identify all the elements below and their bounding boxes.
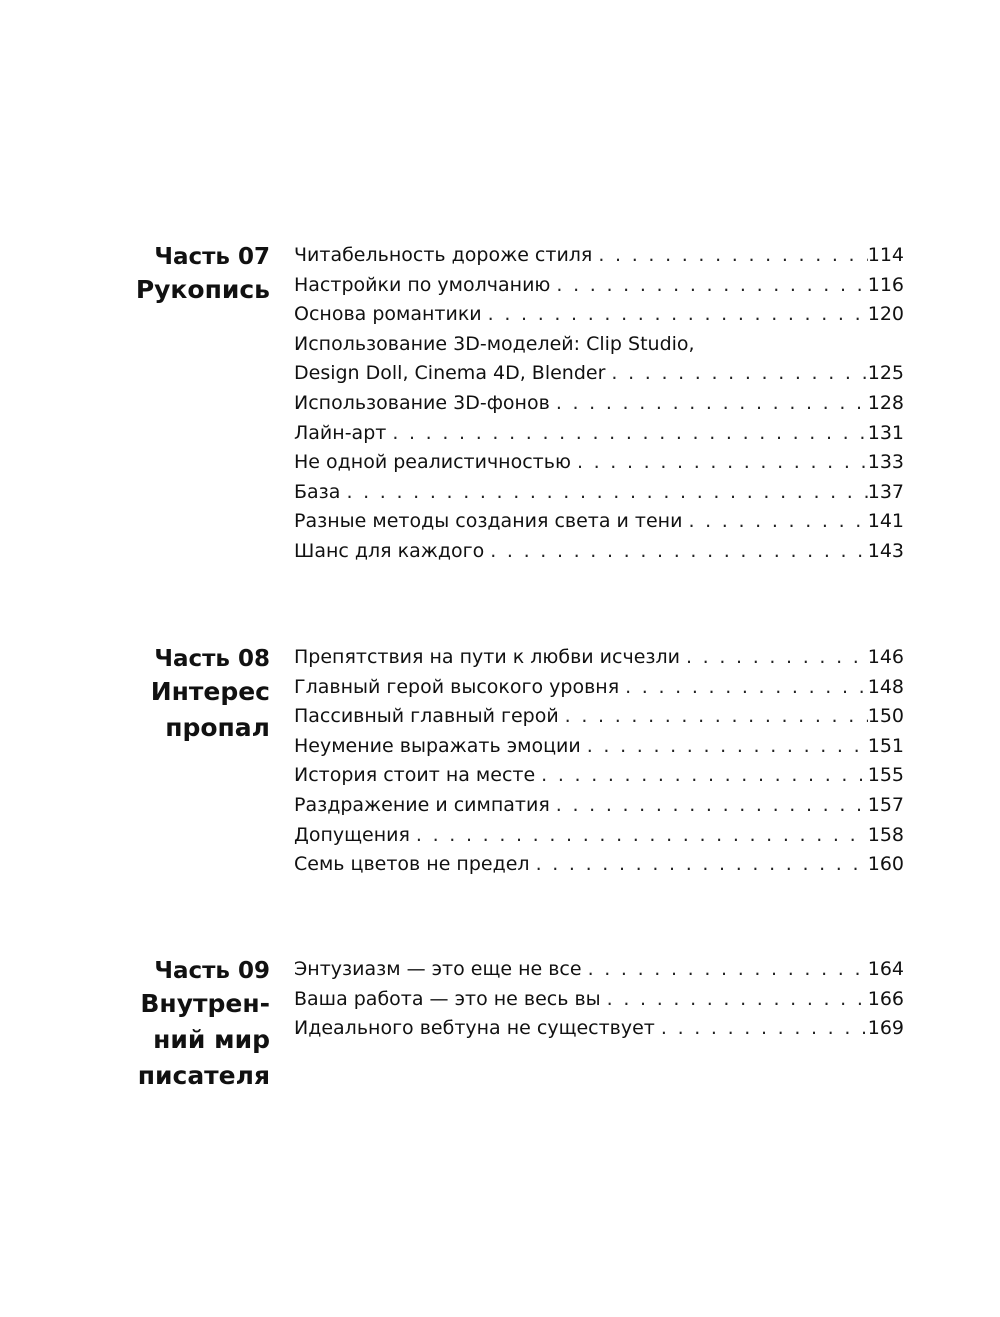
dot-leader [601,985,868,1015]
dot-leader [619,673,868,703]
page-number: 133 [867,451,904,474]
entry-title: История стоит на месте [294,764,536,787]
toc-entry[interactable] [294,985,904,1015]
page-number: 151 [867,734,904,757]
dot-leader [592,241,867,271]
toc-entries [294,643,904,880]
toc-entry[interactable] [294,1014,904,1044]
page-number: 114 [867,244,904,266]
dot-leader [680,643,868,673]
entry-title: Design Doll, Cinema 4D, Blender [294,362,606,385]
entry-title: Идеального вебтуна не существует [294,1017,655,1040]
page-number: 158 [867,823,904,846]
toc-entry[interactable] [294,955,904,985]
toc-entry[interactable] [294,537,904,567]
part-title: Рукопись [135,275,270,304]
dot-leader [482,300,868,330]
entry-title: Энтузиазм — это еще не все [294,958,582,980]
page-number: 169 [867,1017,904,1040]
dot-leader [550,271,867,301]
toc-entry[interactable] [294,821,904,851]
page-number: 155 [867,764,904,787]
toc-entry[interactable] [294,389,904,419]
toc-entry[interactable] [294,791,904,821]
toc-entry[interactable] [294,478,904,508]
dot-leader [530,850,868,880]
entry-title: Основа романтики [294,303,482,326]
toc-entry[interactable] [294,761,904,791]
dot-leader [582,955,868,985]
page-number: 137 [867,480,904,503]
toc-entry[interactable] [294,419,904,449]
dot-leader [571,448,868,478]
entry-title: Раздражение и симпатия [294,793,550,816]
entry-title: Препятствия на пути к любви исчезли [294,646,680,668]
dot-leader [682,507,867,537]
page-number: 164 [867,958,904,980]
dot-leader [581,732,868,762]
toc-entry[interactable] [294,643,904,673]
page-number: 148 [867,675,904,698]
toc-entry[interactable] [294,359,904,389]
part-title-line-2: ний мир [153,1025,270,1054]
page-number: 166 [867,987,904,1010]
part-title-line-2: пропал [165,713,270,742]
part-number: Часть 08 [154,646,270,672]
entry-title-line-1[interactable]: Использование 3D-моделей: Clip Studio, [294,332,695,355]
part-heading [0,956,270,1094]
entry-title: Допущения [294,823,410,846]
dot-leader [410,821,868,851]
toc-entry[interactable] [294,732,904,762]
entry-title: База [294,480,341,503]
page-number: 141 [867,510,904,533]
entry-title: Главный герой высокого уровня [294,675,620,698]
entry-title: Пассивный главный герой [294,705,559,728]
toc-entry[interactable] [294,241,904,271]
toc-entries [294,241,904,567]
entry-title: Читабельность дороже стиля [294,244,593,266]
entry-title: Семь цветов не предел [294,853,530,876]
page-number: 131 [867,421,904,444]
entry-title: Неумение выражать эмоции [294,734,581,757]
part-number: Часть 09 [154,958,270,984]
dot-leader [550,389,868,419]
page-number: 116 [867,273,904,296]
dot-leader [550,791,868,821]
page-number: 143 [867,539,904,562]
entry-title: Ваша работа — это не весь вы [294,987,601,1010]
part-heading [0,242,270,308]
dot-leader [559,702,868,732]
page-number: 146 [867,646,904,668]
dot-leader [484,537,868,567]
dot-leader [605,359,867,389]
dot-leader [535,761,868,791]
toc-entry[interactable] [294,271,904,301]
dot-leader [386,419,867,449]
page-number: 157 [867,793,904,816]
entry-title: Шанс для каждого [294,539,485,562]
toc-entry[interactable] [294,702,904,732]
page-number: 120 [867,303,904,326]
toc-entry[interactable] [294,507,904,537]
part-heading [0,644,270,746]
entry-title: Использование 3D-фонов [294,391,550,414]
toc-entry[interactable] [294,673,904,703]
entry-title: Не одной реалистичностью [294,451,571,474]
toc-entries [294,955,904,1044]
part-title-line-1: Внутрен- [140,989,270,1018]
dot-leader [340,478,867,508]
part-number: Часть 07 [154,244,270,270]
page-number: 150 [867,705,904,728]
part-title-line-3: писателя [137,1061,270,1090]
page-number: 128 [867,391,904,414]
toc-entry[interactable] [294,448,904,478]
entry-title: Лайн-арт [294,421,387,444]
page-number: 160 [867,853,904,876]
entry-title: Настройки по умолчанию [294,273,551,296]
toc-entry[interactable] [294,850,904,880]
page-number: 125 [867,362,904,385]
dot-leader [655,1014,868,1044]
entry-title: Разные методы создания света и тени [294,510,683,533]
toc-entry[interactable] [294,300,904,330]
part-title-line-1: Интерес [150,677,270,706]
